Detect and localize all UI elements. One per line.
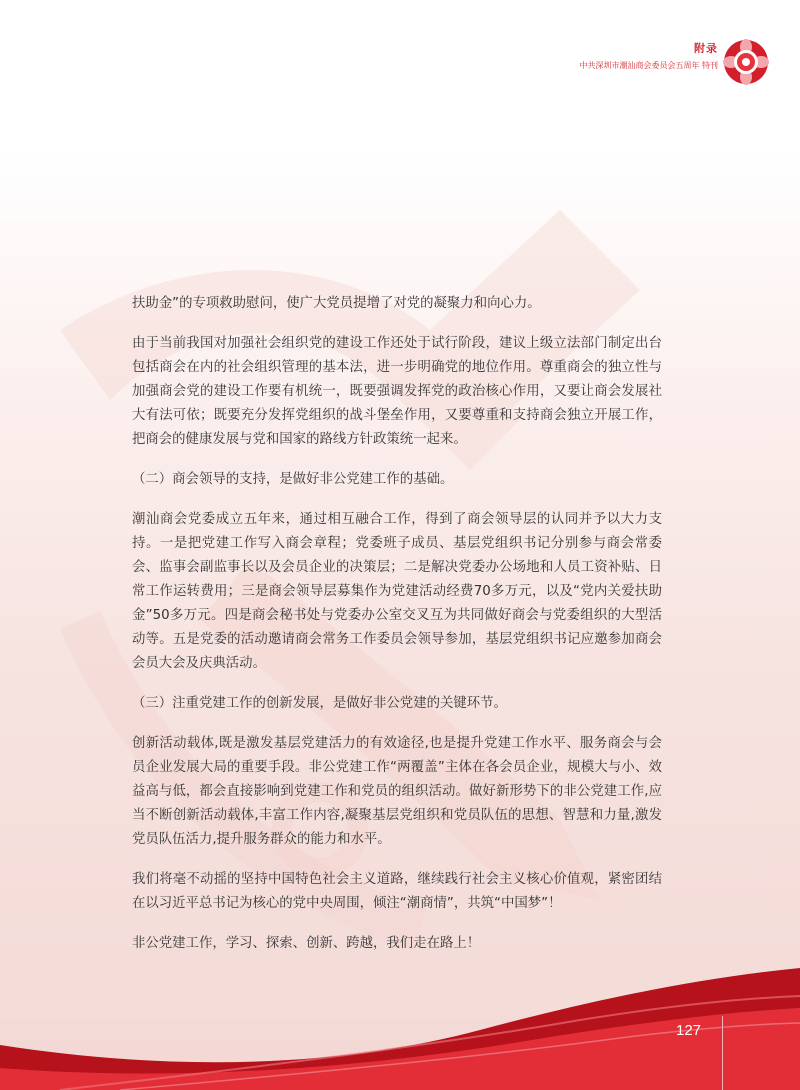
page-number-divider — [722, 1016, 723, 1090]
paragraph: 我们将毫不动摇的坚持中国特色社会主义道路，继续践行社会主义核心价值观，紧密团结在以习近平总书记为核心的党中央周围，倾注“潮商情”，共筑“中国梦”！ — [132, 872, 662, 911]
page-header — [579, 40, 718, 71]
article-body — [132, 292, 662, 972]
section-heading: （二）商会领导的支持，是做好非公党建工作的基础。 — [132, 472, 454, 487]
paragraph: 创新活动载体,既是激发基层党建活力的有效途径,也是提升党建工作水平、服务商会与会员企业发展大局的重要手段。非公党建工作“两覆盖”主体在各会员企业，规模大与小、效益高与低，都会直接影响到党建工作和党员的组织活动。做好新形势下的非公党建工作,应当不断创新活动载体,丰富工作内容,凝聚基层党组织和党员队伍的思想、智慧和力量,激发党员队伍活力,提升服务群众的能力和水平。 — [132, 736, 662, 847]
chamber-logo-icon — [722, 38, 770, 86]
paragraph: 扶助金”的专项救助慰问，使广大党员提增了对党的凝聚力和向心力。 — [132, 296, 541, 311]
page-number: 127 — [676, 1022, 702, 1039]
red-ribbon-decoration — [0, 950, 800, 1090]
header-title: 附录 — [694, 42, 718, 55]
section-heading: （三）注重党建工作的创新发展，是做好非公党建的关键环节。 — [132, 696, 507, 711]
paragraph: 非公党建工作，学习、探索、创新、跨越，我们走在路上！ — [132, 936, 481, 951]
paragraph: 由于当前我国对加强社会组织党的建设工作还处于试行阶段，建议上级立法部门制定出台包括商会在内的社会组织管理的基本法，进一步明确党的地位作用。尊重商会的独立性与加强商会党的建设工作要有机统一，既要强调发挥党的政治核心作用，又要让商会发展社大有法可依；既要充分发挥党组织的战斗堡垒作用，又要尊重和支持商会独立开展工作，把商会的健康发展与党和国家的路线方针政策统一起来。 — [132, 336, 662, 447]
header-subtitle: 中共深圳市潮汕商会委员会五周年 特刊 — [579, 61, 718, 70]
paragraph: 潮汕商会党委成立五年来，通过相互融合工作，得到了商会领导层的认同并予以大力支持。一是把党建工作写入商会章程；党委班子成员、基层党组织书记分别参与商会常委会、监事会副监事长以及会员企业的决策层；二是解决党委办公场地和人员工资补贴、日常工作运转费用；三是商会领导层募集作为党建活动经费70多万元，以及“党内关爱扶助金”50多万元。四是商会秘书处与党委办公室交叉互为共同做好商会与党委组织的大型活动等。五是党委的活动邀请商会常务工作委员会领导参加，基层党组织书记应邀参加商会会员大会及庆典活动。 — [132, 512, 662, 671]
